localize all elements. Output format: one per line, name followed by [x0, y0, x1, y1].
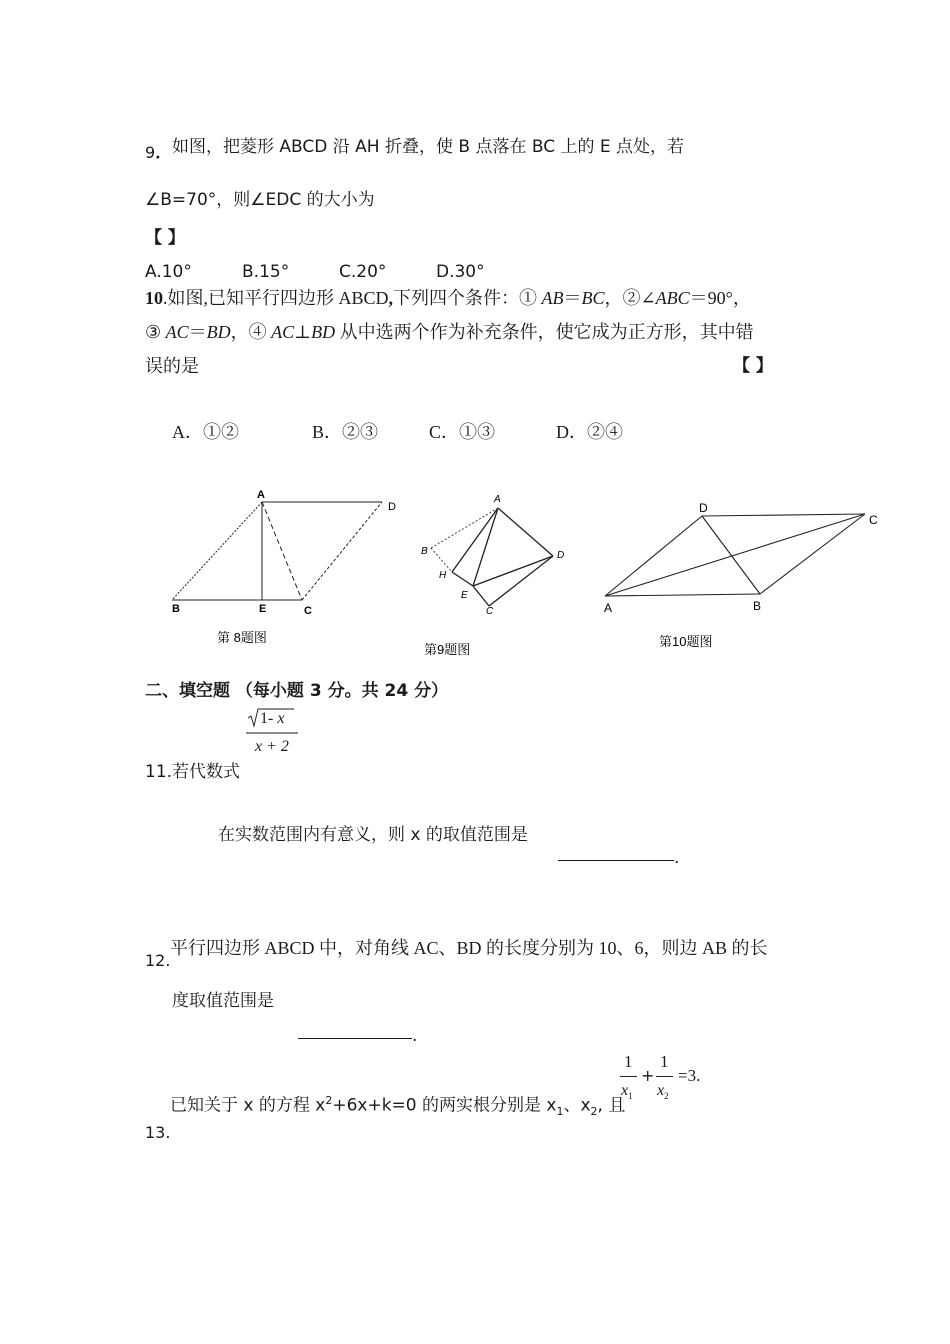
q13-frac1-den: $x_1$ — [621, 1082, 633, 1102]
fig9-edge-ha — [452, 508, 498, 572]
fig10-label-b: B — [753, 599, 762, 613]
q9-option-d: D.30° — [436, 262, 485, 282]
fig9-edge-ad — [498, 508, 553, 556]
fig9-label-a: A — [494, 494, 501, 505]
q9-line1: 如图，把菱形 ABCD 沿 AH 折叠，使 B 点落在 BC 上的 E 点处，若 — [172, 137, 685, 157]
q10-option-c: C．①③ — [429, 422, 496, 442]
fig8-diagonal-ac — [262, 502, 302, 600]
fig9-label-b: B — [421, 546, 428, 557]
fig9-edge-ce — [473, 586, 489, 606]
q11-denominator: x + 2 — [255, 738, 289, 755]
section-2-title: 二、填空题 （每小题 3 分。共 24 分） — [145, 681, 449, 701]
fig8-edge-cd — [302, 502, 382, 600]
q10-answer-bracket: 【 】 — [733, 356, 773, 376]
fig10-edge-ad — [605, 516, 702, 596]
q13-equation — [620, 1052, 720, 1108]
q13-text: 已知关于 x 的方程 $x^2+6x+k=0$ 的两实根分别是 $x_1$、$x_2$, 且 — [170, 1094, 626, 1119]
fig10-edge-dc — [702, 514, 865, 516]
q10-line3: 误的是 — [145, 356, 199, 376]
figure-8 — [160, 482, 410, 652]
fig8-caption: 第 8题图 — [217, 630, 267, 645]
fig10-label-d: D — [699, 501, 708, 515]
fig9-edge-ae — [473, 508, 498, 586]
q13-plus: + — [641, 1066, 655, 1085]
q13-frac1-bar — [620, 1076, 637, 1077]
q9-number: 9． — [145, 143, 173, 163]
fig9-caption: 第9题图 — [424, 642, 471, 657]
fig9-edge-eh — [452, 572, 473, 586]
figure-9 — [415, 488, 575, 660]
q9-option-b: B.15° — [242, 262, 290, 282]
q10-option-b: B．②③ — [312, 422, 379, 442]
q9-option-a: A.10° — [145, 262, 192, 282]
q11-period: . — [674, 848, 680, 868]
fig10-edge-cb — [760, 514, 865, 594]
fig9-edge-dc — [489, 556, 553, 606]
q11-lead: 11.若代数式 — [145, 762, 241, 782]
fig8-edge-ab — [172, 502, 262, 600]
q11-numerator: 1- x — [260, 710, 285, 727]
fig10-caption: 第10题图 — [659, 634, 713, 649]
q10-line2: ③ AC＝BD，④ AC⊥BD 从中选两个作为补充条件，使它成为正方形，其中错 — [145, 322, 754, 342]
q13-equals: =3. — [678, 1066, 701, 1085]
q13-frac2-num: 1 — [660, 1052, 669, 1071]
q12-number: 12. — [145, 951, 171, 970]
fig9-label-d: D — [557, 550, 565, 561]
q9-option-c: C.20° — [339, 262, 387, 282]
fig8-label-e: E — [259, 603, 267, 615]
fig10-diagonal-bd — [702, 516, 760, 594]
q12-period: . — [412, 1026, 418, 1046]
fig10-label-c: C — [869, 513, 878, 527]
q9-answer-bracket: 【 】 — [145, 228, 185, 248]
q12-line2: 度取值范围是 — [172, 991, 274, 1011]
q13-frac2-den: $x_2$ — [657, 1082, 669, 1102]
q10-option-a: A．①② — [172, 422, 239, 442]
fig9-edge-ed — [473, 556, 553, 586]
q9-line2: ∠B=70°，则∠EDC 的大小为 — [145, 190, 375, 210]
fig8-label-a: A — [257, 489, 265, 501]
fig10-diagonal-ac — [605, 514, 865, 596]
q13-number: 13. — [145, 1123, 171, 1142]
q11-answer-blank[interactable] — [558, 860, 674, 861]
fig8-label-c: C — [304, 605, 312, 617]
fig9-label-e: E — [461, 590, 468, 601]
q10-line1: 10.如图,已知平行四边形 ABCD,下列四个条件：① AB＝BC，②∠ABC＝90°， — [145, 288, 751, 308]
fig9-label-c: C — [486, 606, 494, 617]
fig8-label-b: B — [172, 603, 180, 615]
fig10-label-a: A — [604, 601, 613, 615]
q11-fraction — [246, 706, 298, 756]
q13-frac2-bar — [656, 1076, 673, 1077]
fig9-dashed-bh — [431, 548, 452, 572]
figure-10 — [595, 496, 895, 656]
fig9-dashed-ab — [431, 508, 498, 548]
q11-text: 在实数范围内有意义，则 x 的取值范围是 — [218, 825, 528, 845]
q10-option-d: D．②④ — [556, 422, 623, 442]
fig8-label-d: D — [388, 501, 396, 513]
q12-line1: 平行四边形 ABCD 中，对角线 AC、BD 的长度分别为 10、6，则边 AB 的长 — [170, 938, 768, 958]
fig9-label-h: H — [439, 570, 447, 581]
fig10-edge-ba — [605, 594, 760, 596]
q13-frac1-num: 1 — [624, 1052, 633, 1071]
q12-answer-blank[interactable] — [298, 1038, 412, 1039]
